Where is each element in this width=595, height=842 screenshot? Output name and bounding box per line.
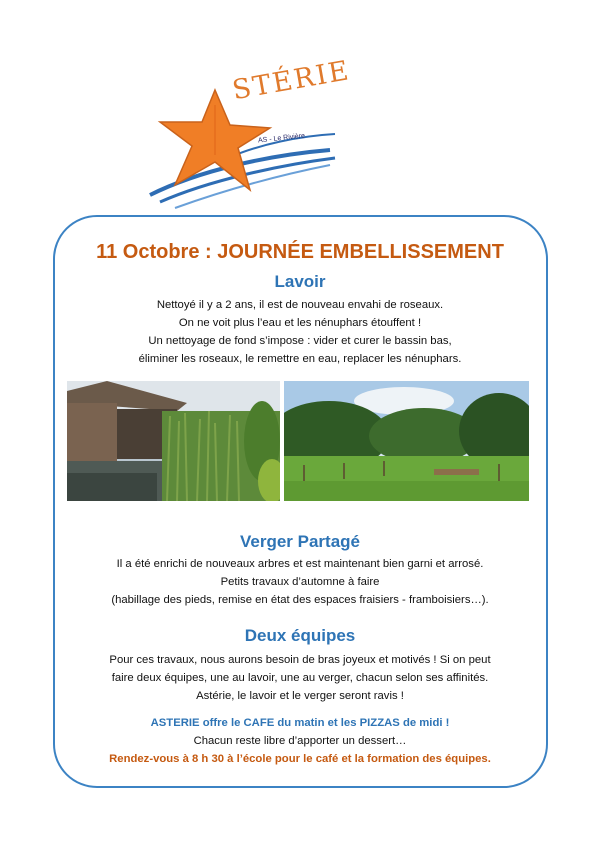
verger-line: Il a été enrichi de nouveaux arbres et est maintenant bien garni et arrosé. [116, 558, 484, 570]
section-title-verger: Verger Partagé [239, 532, 360, 551]
lavoir-photo [67, 381, 280, 501]
logo-name: STÉRIE [230, 55, 353, 107]
event-title: 11 Octobre : JOURNÉE EMBELLISSEMENT [96, 241, 504, 263]
equipes-line: faire deux équipes, une au lavoir, une au verger, chacun selon ses affinités. [111, 672, 489, 684]
lavoir-line: éliminer les roseaux, le remettre en eau, replacer les nénuphars. [138, 353, 462, 365]
offer-line: ASTERIE offre le CAFE du matin et les PIZZAS de midi ! [150, 717, 450, 729]
logo-subtitle: AS - Le Rivière [257, 132, 306, 145]
equipes-text [60, 651, 540, 705]
equipes-line: Pour ces travaux, nous aurons besoin de bras joyeux et motivés ! Si on peut [109, 654, 491, 666]
verger-text [60, 555, 540, 609]
verger-photo [284, 381, 529, 501]
lavoir-line: Nettoyé il y a 2 ans, il est de nouveau envahi de roseaux. [156, 299, 444, 311]
verger-line: Petits travaux d’automne à faire [220, 576, 380, 588]
equipes-line: Astérie, le lavoir et le verger seront ravis ! [196, 690, 404, 702]
section-title-lavoir: Lavoir [274, 272, 326, 291]
lavoir-line: Un nettoyage de fond s’impose : vider et curer le bassin bas, [148, 335, 452, 347]
section-title-equipes: Deux équipes [244, 626, 356, 645]
lavoir-text [60, 296, 540, 368]
dessert-line: Chacun reste libre d’apporter un dessert… [193, 735, 407, 747]
verger-line: (habillage des pieds, remise en état des espaces fraisiers - framboisiers…). [111, 594, 489, 606]
meeting-line: Rendez-vous à 8 h 30 à l’école pour le café et la formation des équipes. [109, 753, 491, 765]
lavoir-line: On ne voit plus l’eau et les nénuphars étouffent ! [178, 317, 422, 329]
